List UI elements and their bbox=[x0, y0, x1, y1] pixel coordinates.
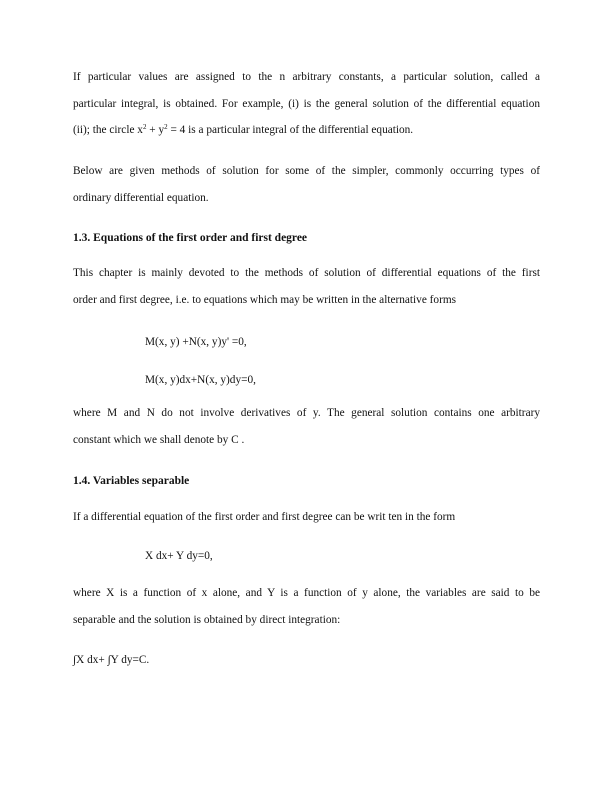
text-line: ordinary differential equation. bbox=[73, 191, 209, 204]
text-line: where M and N do not involve derivatives of y. The general solution contains one arbitrary bbox=[73, 407, 540, 419]
paragraph-where-m-n bbox=[73, 400, 540, 453]
text-line: If a differential equation of the first order and first degree can be writ ten in the form bbox=[73, 511, 456, 523]
text-line bbox=[73, 117, 540, 144]
equation-m-n-y-prime: M(x, y) +N(x, y)y' =0, bbox=[145, 336, 247, 348]
section-heading-1-3: 1.3. Equations of the first order and first degree bbox=[73, 232, 308, 244]
superscript: 2 bbox=[142, 123, 147, 131]
paragraph-methods-intro bbox=[73, 158, 540, 211]
text-fragment: (ii); the circle x bbox=[73, 124, 143, 136]
equation-x-dx-y-dy: X dx+ Y dy=0, bbox=[145, 550, 213, 562]
paragraph-variables-separable-intro bbox=[73, 504, 540, 531]
paragraph-particular-integral bbox=[73, 64, 540, 144]
equation-m-dx-n-dy: M(x, y)dx+N(x, y)dy=0, bbox=[145, 374, 256, 386]
text-fragment: + y bbox=[146, 124, 165, 136]
paragraph-separable-solution bbox=[73, 580, 540, 633]
text-line: Below are given methods of solution for some of the simpler, commonly occurring types of bbox=[73, 165, 540, 177]
text-line: This chapter is mainly devoted to the methods of solution of differential equations of the first bbox=[73, 267, 540, 279]
text-fragment: = 4 is a particular integral of the differential equation. bbox=[167, 124, 414, 136]
text-line: constant which we shall denote by C . bbox=[73, 433, 245, 446]
text-line: order and first degree, i.e. to equations which may be written in the alternative forms bbox=[73, 293, 457, 306]
paragraph-chapter-devoted bbox=[73, 260, 540, 313]
section-heading-1-4: 1.4. Variables separable bbox=[73, 475, 190, 487]
text-line: If particular values are assigned to the n arbitrary constants, a particular solution, called a bbox=[73, 71, 540, 83]
text-line: separable and the solution is obtained by direct integration: bbox=[73, 613, 341, 626]
equation-integral-solution: ∫X dx+ ∫Y dy=C. bbox=[73, 654, 150, 666]
text-line: particular integral, is obtained. For example, (i) is the general solution of the differential equation bbox=[73, 97, 540, 110]
text-line: where X is a function of x alone, and Y is a function of y alone, the variables are said to be bbox=[73, 587, 540, 599]
superscript: 2 bbox=[164, 123, 168, 131]
